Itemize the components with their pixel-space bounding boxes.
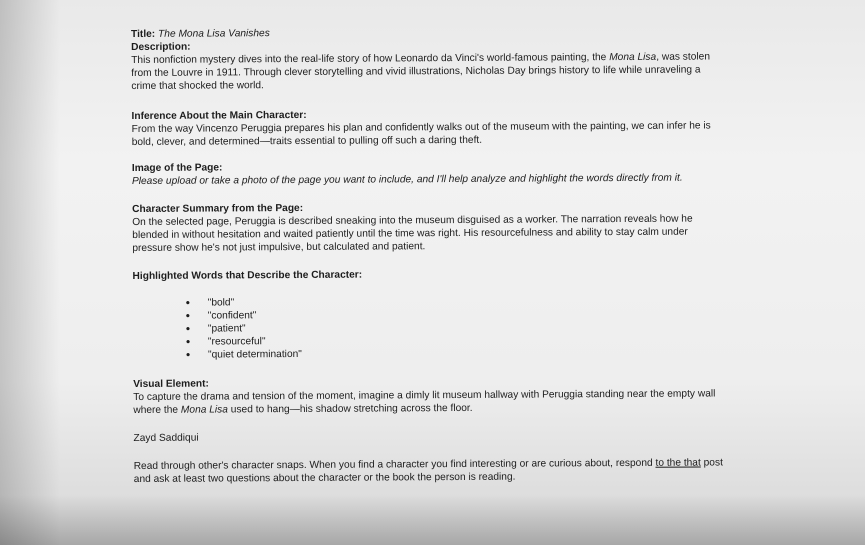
image-heading: Image of the Page:	[131, 162, 223, 174]
inference-line-1: From the way Vincenzo Peruggia prepares his plan and confidently walks out of the museum with the painting, we can infer he is	[131, 120, 711, 135]
list-item: • "confident"	[208, 306, 773, 322]
prompt-text	[134, 456, 774, 486]
prompt-line-1a: Read through other's character snaps. When you find a character you find interesting or are curious about, respond	[133, 457, 656, 472]
description-line-3: crime that shocked the world.	[131, 80, 264, 92]
document-body	[131, 24, 774, 486]
visual-text	[133, 387, 773, 417]
visual-line-1: To capture the drama and tension of the moment, imagine a dimly lit museum hallway with Peruggia standing near the empty wall	[133, 388, 716, 403]
inference-heading: Inference About the Main Character:	[131, 109, 307, 122]
inference-text	[132, 119, 772, 149]
list-item: • "patient"	[208, 319, 773, 335]
left-edge-shadow	[0, 0, 60, 545]
description-line-2: from the Louvre in 1911. Through clever storytelling and vivid illustrations, Nicholas Day brings history to life while unraveling a	[131, 64, 701, 79]
visual-line-2a: where the	[133, 404, 181, 416]
visual-heading: Visual Element:	[133, 378, 209, 390]
summary-heading: Character Summary from the Page:	[132, 202, 304, 215]
description-line-1a: This nonfiction mystery dives into the real-life story of how Leonardo da Vinci's world-famous painting, the	[131, 52, 610, 66]
bottom-edge-shadow	[0, 495, 865, 545]
list-item: • "bold"	[208, 293, 773, 309]
title-label: Title:	[131, 28, 156, 40]
summary-line-3: pressure show he's not just impulsive, but calculated and patient.	[132, 241, 426, 254]
description-text	[131, 50, 771, 93]
list-item: • "quiet determination"	[208, 345, 773, 361]
summary-line-2: blended in without hesitation and waited patiently until the time was right. His resourcefulness and ability to stay calm under	[132, 226, 688, 241]
description-line-1b: , was stolen	[656, 51, 711, 63]
visual-line-2b: used to hang—his shadow stretching across the floor.	[227, 402, 473, 416]
summary-line-1: On the selected page, Peruggia is described sneaking into the museum disguised as a worker. The narration reveals how he	[132, 213, 693, 228]
book-title: The Mona Lisa Vanishes	[158, 28, 270, 40]
inference-line-2: bold, clever, and determined—traits essential to pulling off such a daring theft.	[131, 134, 483, 148]
description-heading: Description:	[131, 41, 191, 53]
description-book-title: Mona Lisa	[609, 51, 657, 64]
prompt-line-1b: post	[700, 457, 723, 469]
image-text: Please upload or take a photo of the page you want to include, and I'll help analyze and highlight the words directly from it.	[131, 172, 683, 187]
visual-book-title: Mona Lisa	[180, 404, 228, 416]
author-name: Zayd Saddiqui	[133, 432, 199, 444]
summary-text	[132, 212, 772, 255]
highlighted-word-list	[133, 293, 773, 362]
highlighted-heading: Highlighted Words that Describe the Character:	[132, 269, 363, 282]
prompt-line-2: and ask at least two questions about the character or the book the person is reading.	[133, 471, 516, 485]
list-item: • "resourceful"	[208, 332, 773, 348]
prompt-underlined-words: to the that	[655, 457, 701, 469]
